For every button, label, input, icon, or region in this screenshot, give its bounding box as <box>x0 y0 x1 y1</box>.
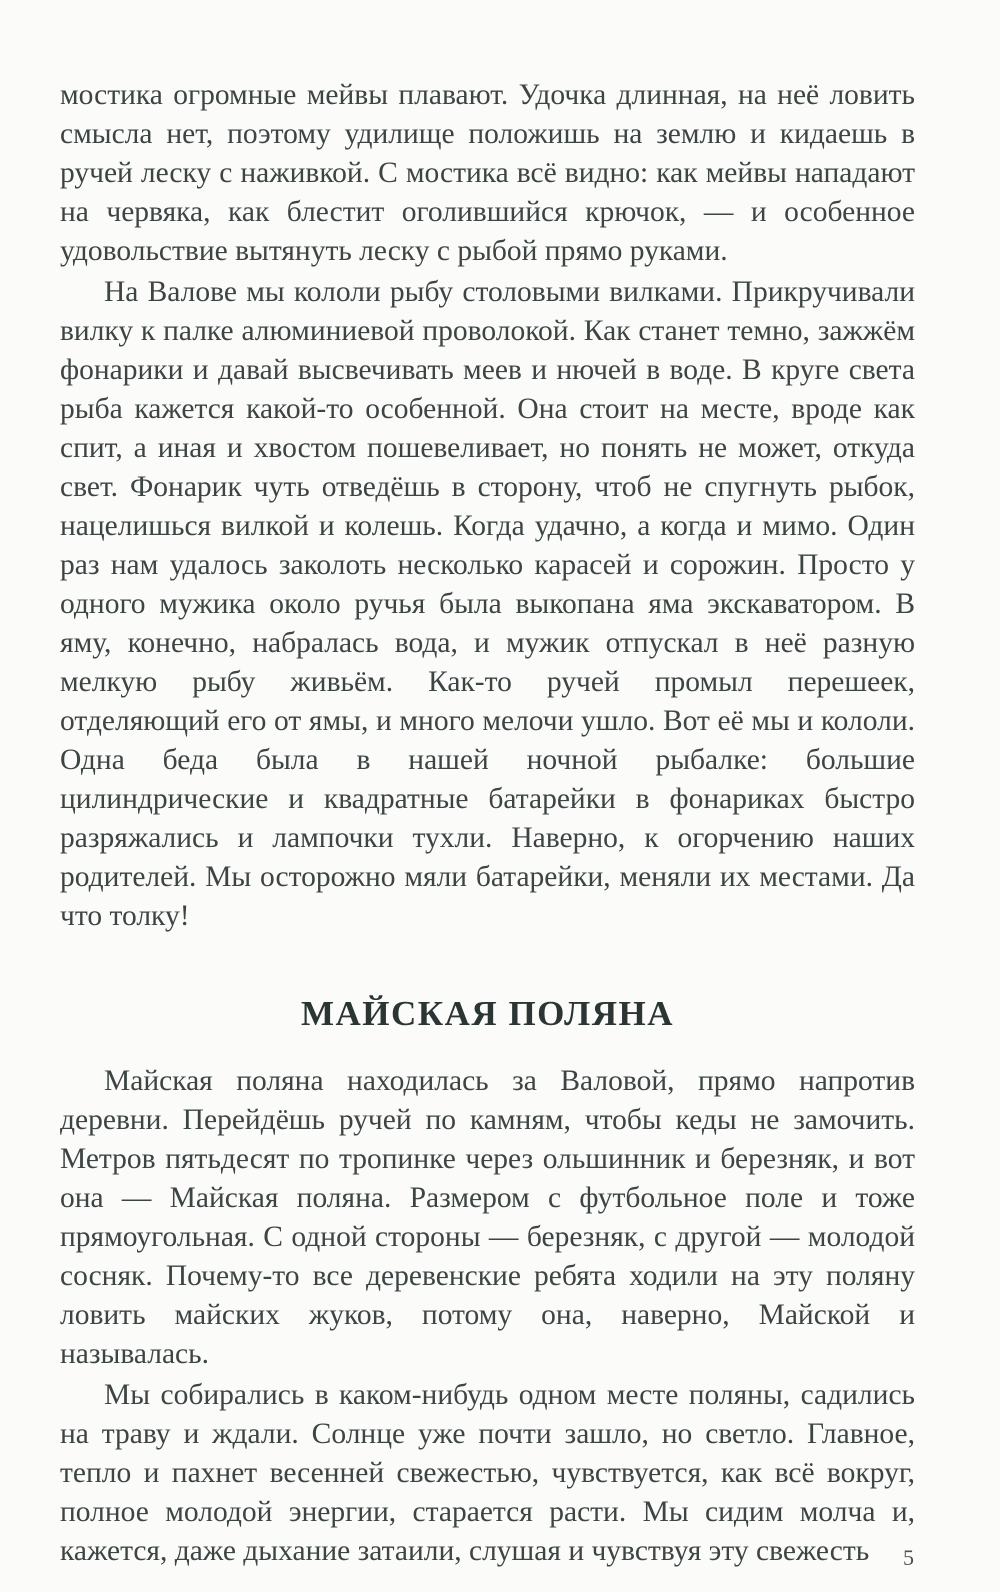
book-page <box>60 76 915 1571</box>
page-number: 5 <box>903 1545 914 1570</box>
paragraph-3: Майская поляна находилась за Валовой, прямо напротив деревни. Перейдёшь ручей по камням, чтобы кеды не замочить. Метров пятьдесят по тропинке через ольшинник и березняк, и вот она — Майская поляна. Размером с футбольное поле и тоже прямоугольная. С одной стороны — березняк, с другой — молодой сосняк. Почему-то все деревенские ребята ходили на эту поляну ловить майских жуков, потому она, наверно, Майской и называлась. <box>60 1065 915 1370</box>
paragraph-4: Мы собирались в каком-нибудь одном месте поляны, садились на траву и ждали. Солнце уже почти зашло, но светло. Главное, тепло и пахнет весенней свежестью, чувствуется, как всё вокруг, полное молодой энергии, старается расти. Мы сидим молча и, кажется, даже дыхание затаили, слушая и чувствуя эту свежесть <box>60 1379 915 1567</box>
paragraph-2: На Валове мы кололи рыбу столовыми вилками. Прикручивали вилку к палке алюминиевой проволокой. Как станет темно, зажжём фонарики и давай высвечивать меев и нючей в воде. В круге света рыба кажется какой-то особенной. Она стоит на месте, вроде как спит, а иная и хвостом пошевеливает, но понять не может, откуда свет. Фонарик чуть отведёшь в сторону, чтоб не спугнуть рыбок, нацелишься вилкой и колешь. Когда удачно, а когда и мимо. Один раз нам удалось заколоть несколько карасей и сорожин. Просто у одного мужика около ручья была выкопана яма экскаватором. В яму, конечно, набралась вода, и мужик отпускал в неё разную мелкую рыбу живьём. Как-то ручей промыл перешеек, отделяющий его от ямы, и много мелочи ушло. Вот её мы и кололи. Одна беда была в нашей ночной рыбалке: большие цилиндрические и квадратные батарейки в фонариках быстро разряжались и лампочки тухли. Наверно, к огорчению наших родителей. Мы осторожно мяли батарейки, меняли их местами. Да что толку! <box>60 276 915 932</box>
paragraph-1: мостика огромные мейвы плавают. Удочка длинная, на неё ловить смысла нет, поэтому удилище положишь на землю и кидаешь в ручей леску с наживкой. С мостика всё видно: как мейвы нападают на червяка, как блестит оголившийся крючок, — и особенное удовольствие вытянуть леску с рыбой прямо руками. <box>60 79 915 267</box>
chapter-title: МАЙСКАЯ ПОЛЯНА <box>300 994 675 1033</box>
